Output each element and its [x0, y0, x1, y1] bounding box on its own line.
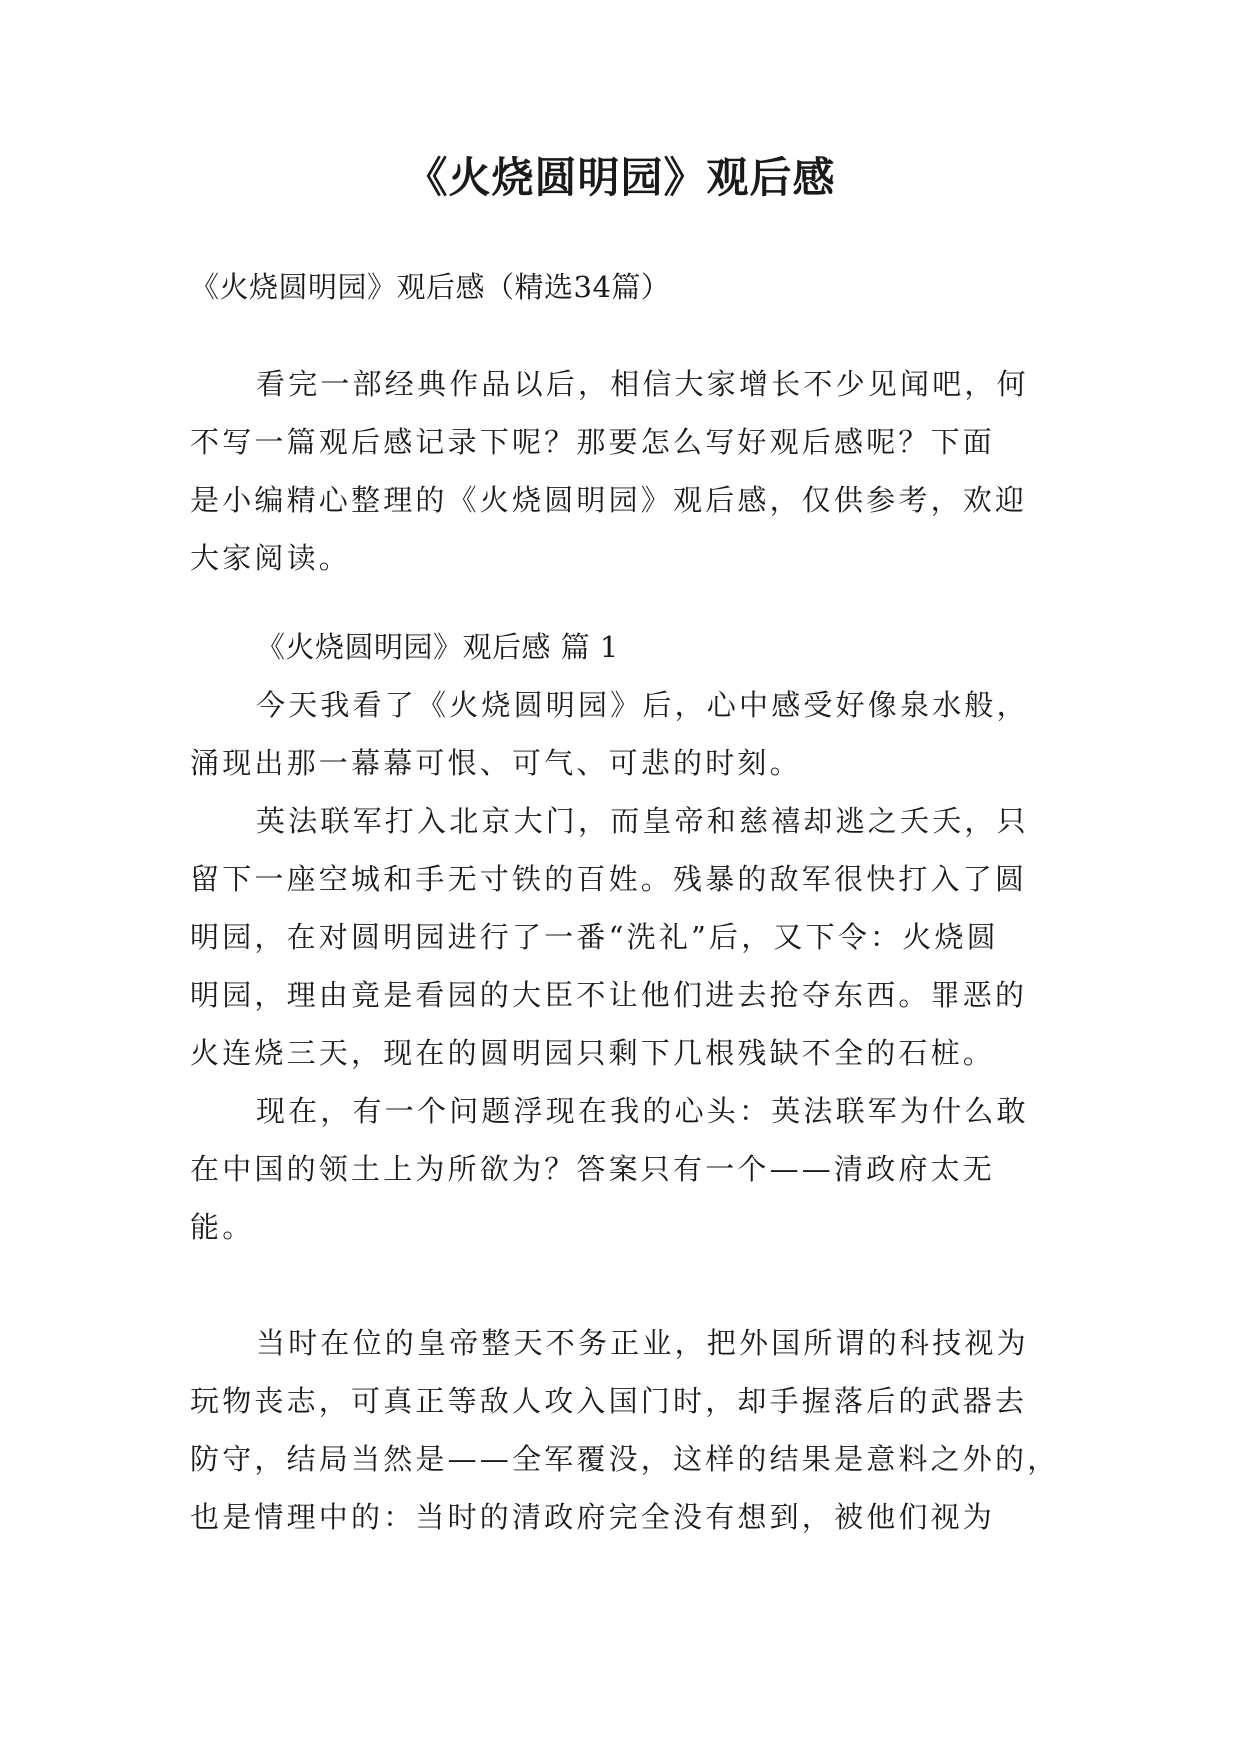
intro-paragraph: [190, 355, 1060, 587]
section-heading: [190, 618, 1060, 676]
text-line: 火连烧三天，现在的圆明园只剩下几根残缺不全的石桩。: [190, 1036, 996, 1070]
text-line: 英法联军打入北京大门，而皇帝和慈禧却逃之夭夭，只: [256, 804, 1029, 838]
text-line: 今天我看了《火烧圆明园》后，心中感受好像泉水般，: [256, 688, 1029, 722]
text-line: 玩物丧志，可真正等敌人攻入国门时，却手握落后的武器去: [190, 1384, 1028, 1418]
section-heading-text: 《火烧圆明园》观后感 篇 1: [256, 630, 619, 664]
paragraph-1: [190, 676, 1060, 792]
text-line: 明园，在对圆明园进行了一番“洗礼”后，又下令：火烧圆: [190, 920, 999, 954]
document-title: 《火烧圆明园》观后感: [405, 153, 836, 202]
text-line: 大家阅读。: [190, 541, 352, 575]
paragraph-4: [190, 1314, 1060, 1546]
text-line: 现在，有一个问题浮现在我的心头：英法联军为什么敢: [256, 1094, 1029, 1128]
text-line: 防守，结局当然是——全军覆没，这样的结果是意料之外的，: [190, 1442, 1060, 1476]
paragraph-3: [190, 1082, 1060, 1256]
text-line: 明园，理由竟是看园的大臣不让他们进去抢夺东西。罪恶的: [190, 978, 1028, 1012]
text-line: 留下一座空城和手无寸铁的百姓。残暴的敌军很快打入了圆: [190, 862, 1028, 896]
text-line: 在中国的领土上为所欲为？答案只有一个——清政府太无: [190, 1152, 996, 1186]
text-line: 看完一部经典作品以后，相信大家增长不少见闻吧，何: [256, 367, 1029, 401]
text-line: 也是情理中的：当时的清政府完全没有想到，被他们视为: [190, 1500, 996, 1534]
text-line: 涌现出那一幕幕可恨、可气、可悲的时刻。: [190, 746, 802, 780]
paragraph-2: [190, 792, 1060, 1082]
text-line: 当时在位的皇帝整天不务正业，把外国所谓的科技视为: [256, 1326, 1029, 1360]
text-line: 不写一篇观后感记录下呢？那要怎么写好观后感呢？下面: [190, 425, 996, 459]
text-line: 能。: [190, 1210, 255, 1244]
document-subtitle: 《火烧圆明园》观后感（精选34篇）: [190, 270, 671, 304]
text-line: 是小编精心整理的《火烧圆明园》观后感，仅供参考，欢迎: [190, 483, 1028, 517]
